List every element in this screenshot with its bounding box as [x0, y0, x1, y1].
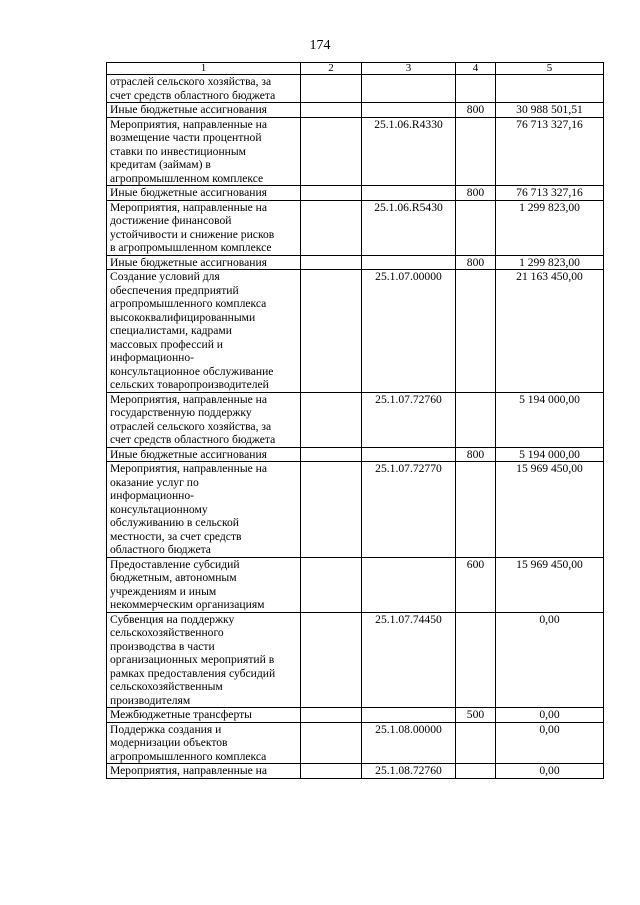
row-description [107, 75, 301, 103]
description-line: достижение финансовой [110, 214, 232, 227]
table-row [107, 612, 604, 708]
row-expense-type [456, 612, 496, 708]
description-line: государственную поддержку [110, 406, 252, 419]
row-section-code [301, 722, 362, 764]
row-section-code [301, 270, 362, 393]
row-section-code [301, 447, 362, 462]
row-target-code [362, 447, 456, 462]
row-expense-type: 800 [456, 186, 496, 201]
row-amount: 1 299 823,00 [496, 200, 604, 255]
description-line: сельскохозяйственным [110, 680, 223, 693]
description-line: производства в части [110, 639, 215, 653]
row-amount: 0,00 [496, 722, 604, 764]
description-line: местности, за счет средств [110, 529, 242, 543]
description-line: отраслей сельского хозяйства, за [110, 419, 272, 433]
row-amount: 1 299 823,00 [496, 255, 604, 270]
description-line: Мероприятия, направленные на [110, 117, 268, 131]
description-line: агропромышленном комплексе [110, 171, 264, 185]
row-amount [496, 75, 604, 103]
description-line: рамках предоставления субсидий [110, 666, 276, 680]
row-amount: 0,00 [496, 708, 604, 723]
description-line: обеспечения предприятий [110, 283, 239, 297]
description-line: обслуживанию в сельской [110, 516, 239, 529]
row-description [107, 708, 301, 723]
description-line: областного бюджета [110, 543, 211, 556]
row-target-code: 25.1.07.72760 [362, 392, 456, 447]
column-header-5: 5 [496, 63, 604, 75]
table-row [107, 447, 604, 462]
description-line: массовых профессий и [110, 337, 223, 351]
table-row [107, 270, 604, 393]
row-section-code [301, 117, 362, 186]
table-row [107, 117, 604, 186]
row-description [107, 722, 301, 764]
row-target-code: 25.1.07.74450 [362, 612, 456, 708]
row-amount: 30 988 501,51 [496, 103, 604, 118]
table-row [107, 722, 604, 764]
description-line: агропромышленного комплекса [110, 749, 267, 763]
row-description [107, 447, 301, 462]
row-target-code [362, 557, 456, 612]
row-amount: 15 969 450,00 [496, 557, 604, 612]
table-row [107, 200, 604, 255]
row-amount: 5 194 000,00 [496, 392, 604, 447]
description-line: в агропромышленном комплексе [110, 241, 272, 254]
page-number: 174 [309, 38, 331, 53]
description-line: Мероприятия, направленные на [110, 764, 268, 777]
row-section-code [301, 557, 362, 612]
description-line: агропромышленного комплекса [110, 297, 267, 310]
description-line: Мероприятия, направленные на [110, 462, 268, 475]
row-amount: 5 194 000,00 [496, 447, 604, 462]
description-line: Иные бюджетные ассигнования [110, 447, 267, 461]
description-line: учреждениям и иным [110, 584, 217, 598]
row-amount: 0,00 [496, 764, 604, 779]
row-description [107, 186, 301, 201]
description-line: устойчивости и снижение рисков [110, 227, 275, 241]
row-description [107, 612, 301, 708]
description-line: специалистами, кадрами [110, 324, 232, 337]
row-target-code [362, 708, 456, 723]
row-description [107, 462, 301, 558]
description-line: Предоставление субсидий [110, 557, 240, 571]
description-line: Поддержка создания и [110, 722, 222, 736]
column-header-1: 1 [107, 63, 301, 75]
row-description [107, 557, 301, 612]
row-target-code [362, 255, 456, 270]
column-header-3: 3 [362, 63, 456, 75]
row-target-code: 25.1.06.R4330 [362, 117, 456, 186]
row-target-code [362, 75, 456, 103]
row-expense-type [456, 462, 496, 558]
row-expense-type: 800 [456, 103, 496, 118]
description-line: консультационное обслуживание [110, 364, 274, 378]
table-body [107, 75, 604, 779]
budget-table [106, 62, 604, 779]
description-line: организационных мероприятий в [110, 653, 275, 666]
description-line: сельских товаропроизводителей [110, 378, 269, 391]
table-row [107, 764, 604, 779]
row-expense-type [456, 722, 496, 764]
row-description [107, 392, 301, 447]
row-expense-type: 600 [456, 557, 496, 612]
table-row [107, 186, 604, 201]
row-expense-type [456, 764, 496, 779]
description-line: счет средств областного бюджета [110, 433, 276, 446]
row-amount: 76 713 327,16 [496, 186, 604, 201]
row-expense-type [456, 117, 496, 186]
row-expense-type: 800 [456, 447, 496, 462]
row-description [107, 117, 301, 186]
row-target-code [362, 186, 456, 201]
row-expense-type: 500 [456, 708, 496, 723]
column-header-2: 2 [301, 63, 362, 75]
row-amount: 76 713 327,16 [496, 117, 604, 186]
table-row [107, 708, 604, 723]
table-row [107, 557, 604, 612]
description-line: Иные бюджетные ассигнования [110, 186, 267, 199]
row-target-code: 25.1.06.R5430 [362, 200, 456, 255]
description-line: Мероприятия, направленные на [110, 392, 268, 406]
row-target-code: 25.1.07.00000 [362, 270, 456, 393]
table-header-row [107, 63, 604, 75]
row-expense-type [456, 75, 496, 103]
row-target-code: 25.1.07.72770 [362, 462, 456, 558]
description-line: Создание условий для [110, 270, 220, 283]
description-line: информационно- [110, 351, 195, 364]
row-section-code [301, 462, 362, 558]
row-section-code [301, 186, 362, 201]
description-line: Мероприятия, направленные на [110, 200, 268, 214]
description-line: сельскохозяйственного [110, 626, 224, 639]
column-header-4: 4 [456, 63, 496, 75]
row-expense-type [456, 270, 496, 393]
row-target-code: 25.1.08.72760 [362, 764, 456, 779]
description-line: Иные бюджетные ассигнования [110, 103, 267, 116]
row-description [107, 255, 301, 270]
description-line: консультационному [110, 502, 208, 516]
row-section-code [301, 708, 362, 723]
row-expense-type [456, 200, 496, 255]
row-section-code [301, 392, 362, 447]
row-section-code [301, 75, 362, 103]
row-description [107, 764, 301, 779]
row-description [107, 270, 301, 393]
description-line: отраслей сельского хозяйства, за [110, 75, 272, 88]
description-line: информационно- [110, 489, 195, 502]
table-row [107, 255, 604, 270]
description-line: некоммерческим организациям [110, 598, 265, 611]
description-line: счет средств областного бюджета [110, 88, 276, 102]
row-section-code [301, 255, 362, 270]
description-line: бюджетным, автономным [110, 571, 237, 584]
description-line: возмещение части процентной [110, 131, 262, 144]
row-amount: 0,00 [496, 612, 604, 708]
description-line: Субвенция на поддержку [110, 612, 235, 626]
description-line: модернизации объектов [110, 736, 228, 749]
row-target-code [362, 103, 456, 118]
description-line: Иные бюджетные ассигнования [110, 255, 267, 269]
row-expense-type: 800 [456, 255, 496, 270]
description-line: высококвалифицированными [110, 310, 256, 324]
row-description [107, 103, 301, 118]
row-expense-type [456, 392, 496, 447]
row-section-code [301, 103, 362, 118]
row-description [107, 200, 301, 255]
row-amount: 21 163 450,00 [496, 270, 604, 393]
table-row [107, 103, 604, 118]
row-amount: 15 969 450,00 [496, 462, 604, 558]
row-section-code [301, 764, 362, 779]
description-line: оказание услуг по [110, 475, 199, 489]
row-section-code [301, 612, 362, 708]
description-line: кредитам (займам) в [110, 158, 211, 171]
table-row [107, 462, 604, 558]
description-line: Межбюджетные трансферты [110, 708, 252, 721]
row-target-code: 25.1.08.00000 [362, 722, 456, 764]
table-row [107, 75, 604, 103]
row-section-code [301, 200, 362, 255]
description-line: производителям [110, 693, 191, 707]
table-row [107, 392, 604, 447]
description-line: ставки по инвестиционным [110, 144, 247, 158]
